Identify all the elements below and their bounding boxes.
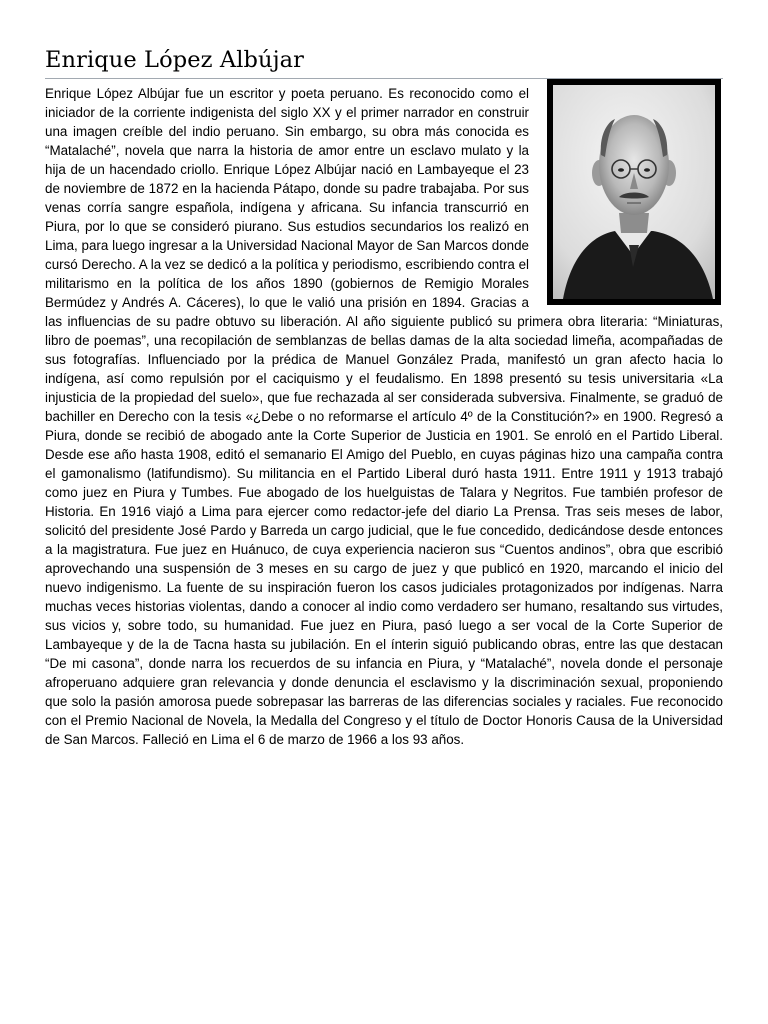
article-title: Enrique López Albújar (45, 47, 305, 73)
portrait-image (553, 85, 715, 299)
article-body: Enrique López Albújar fue un escritor y poeta peruano. Es reconocido como el iniciador de la corriente indigenista del siglo XX y el primer narrador en construir una imagen creíble del indio peruano. Sin embargo, su obra más conocida es “Matalaché”, novela que narra la historia de amor entre un esclavo mulato y la hija de un hacendado criollo. Enrique López Albújar nació en Lambayeque el 23 de noviembre de 1872 en la hacienda Pátapo, donde su padre trabajaba. Por sus venas corría sangre española, indígena y africana. Su infancia transcurrió en Piura, por lo que se consideró piurano. Sus estudios secundarios los realizó en Lima, para luego ingresar a la Universidad Nacional Mayor de San Marcos donde cursó Derecho. A la vez se dedicó a la política y periodismo, escribiendo contra el militarismo en la política de los años 1890 (gobiernos de Remigio Morales Bermúdez y Andrés A. Cáceres), lo que le valió una prisión en 1894. Gracias a las influencias de su padre obtuvo su liberación. Al año siguiente publicó su primera obra literaria: “Miniaturas, libro de poemas”, una recopilación de semblanzas de bellas damas de la alta sociedad limeña, acompañadas de sus fotografías. Influenciado por la prédica de Manuel González Prada, manifestó un gran afecto hacia lo indígena, así como repulsión por el caciquismo y el feudalismo. En 1898 presentó su tesis universitaria «La injusticia de la propiedad del suelo», que fue rechazada al ser considerada subversiva. Finalmente, se graduó de bachiller en Derecho con la tesis «¿Debe o no reformarse el artículo 4º de la Constitución?» en 1900. Regresó a Piura, donde se recibió de abogado ante la Corte Superior de Justicia en 1901. Se enroló en el Partido Liberal. Desde ese año hasta 1908, editó el semanario El Amigo del Pueblo, en cuyas páginas hizo una campaña contra el gamonalismo (latifundismo). Su militancia en el Partido Liberal duró hasta 1911. Entre 1911 y 1913 trabajó como juez en Piura y Tumbes. Fue abogado de los huelguistas de Talara y Negritos. Fue también profesor de Historia. En 1916 viajó a Lima para ejercer como redactor-jefe del diario La Prensa. Tras seis meses de labor, solicitó del presidente José Pardo y Barreda un cargo judicial, que le fue concedido, dedicándose desde entonces a la magistratura. Fue juez en Huánuco, de cuya experiencia nacieron sus “Cuentos andinos”, obra que escribió aprovechando una suspensión de 3 meses en su cargo de juez y que publicó en 1920, marcando el inicio del nuevo indigenismo. La fuente de su inspiración fueron los casos judiciales protagonizados por indígenas. Narra muchas veces historias violentas, dando a conocer al indio como verdadero ser humano, resaltando sus virtudes, sus vicios y, sobre todo, su humanidad. Fue juez en Piura, pasó luego a ser vocal de la Corte Superior de Lambayeque y de la de Tacna hasta su jubilación. En el ínterin siguió publicando obras, entre las que destacan “De mi casona”, donde narra los recuerdos de su infancia en Piura, y “Matalaché”, novela donde el personaje afroperuano adquiere gran relevancia y donde denuncia el esclavismo y la discriminación sexual, proponiendo que solo la pasión amorosa puede sobrepasar las barreras de las diferencias sociales y raciales. Fue reconocido con el Premio Nacional de Novela, la Medalla del Congreso y el título de Doctor Honoris Causa de la Universidad de San Marcos. Falleció en Lima el 6 de marzo de 1966 a los 93 años. (45, 86, 723, 747)
article (45, 46, 723, 749)
portrait-photo (547, 79, 721, 305)
